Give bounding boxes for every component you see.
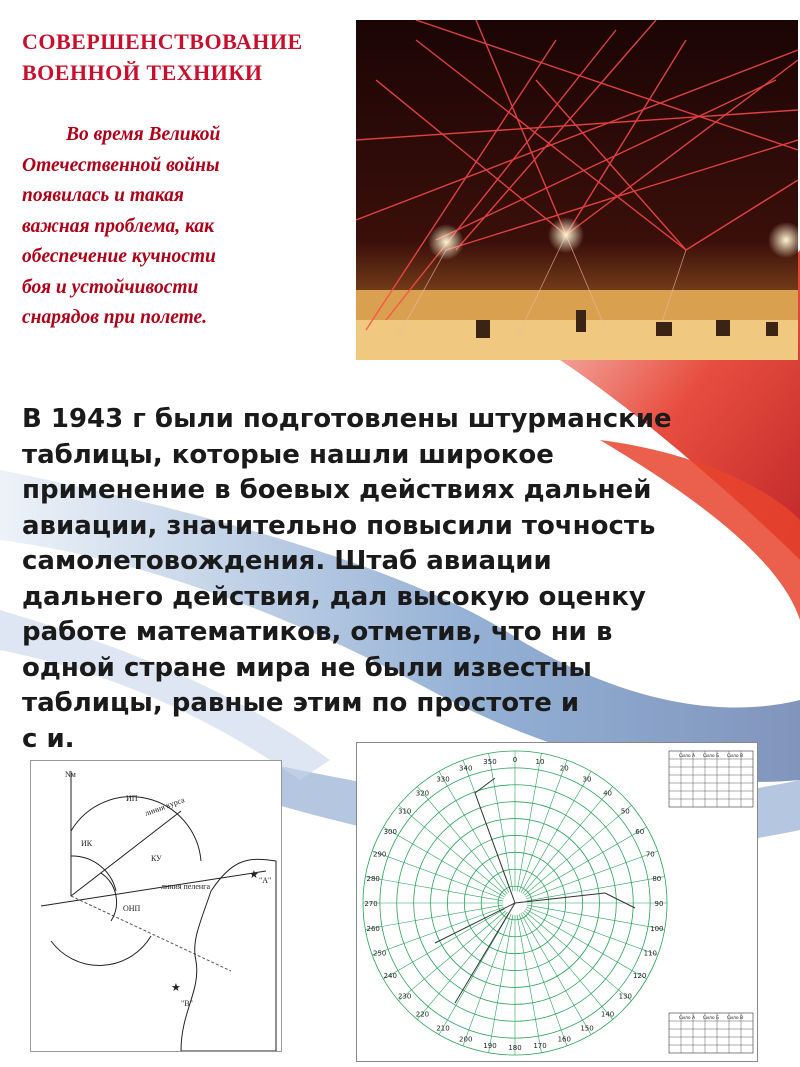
intro-line: важная проблема, как <box>22 215 215 237</box>
star-icon: ★ <box>171 982 181 994</box>
navigation-plotting-chart <box>356 742 758 1062</box>
table-header: Сило Б <box>702 754 720 759</box>
bearing-label: 230 <box>398 992 412 1001</box>
bearing-label: 70 <box>645 850 655 859</box>
polar-spoke <box>527 874 665 901</box>
paragraph-line: дальнего действия, дал высокую оценку <box>22 581 646 612</box>
intro-line: появилась и такая <box>22 185 184 206</box>
polar-spoke <box>527 905 665 929</box>
table-header: Сило А <box>678 1016 696 1021</box>
paragraph-line: самолетовождения. Штаб авиации <box>22 546 552 576</box>
bearing-label: 340 <box>459 764 473 773</box>
paragraph-line: работе математиков, отметив, что ни в <box>22 617 613 647</box>
bearing-label: 0 <box>512 756 518 764</box>
bearing-label: 80 <box>652 874 662 883</box>
polar-spoke <box>489 915 513 1053</box>
bearing-label: 240 <box>383 972 397 980</box>
bearing-label: 290 <box>372 850 387 859</box>
bearing-label: 190 <box>483 1041 497 1050</box>
bearing-label: 200 <box>459 1035 473 1044</box>
paragraph-line: одной стране мира не были известны <box>22 652 592 683</box>
bearing-label: 160 <box>557 1035 571 1044</box>
calc-table <box>669 751 753 807</box>
paragraph-line: таблицы, которые нашли широкое <box>22 439 554 470</box>
polar-spoke <box>365 905 503 929</box>
title-line-2: ВОЕННОЙ ТЕХНИКИ <box>22 60 263 85</box>
bearing-label: 310 <box>398 807 412 816</box>
bearing-label: 100 <box>650 925 664 934</box>
bearing-label: 330 <box>436 775 450 784</box>
navigation-sketch <box>30 760 282 1052</box>
sketch-north-label: Nм <box>65 770 76 779</box>
bearing-label: 150 <box>580 1024 594 1033</box>
star-icon: ★ <box>249 869 259 881</box>
bearing-label: 320 <box>415 789 430 798</box>
paragraph-line: В 1943 г были подготовлены штурманские <box>22 404 672 434</box>
bearing-label: 170 <box>533 1041 547 1050</box>
sketch-bearing-line-label: линия пеленга <box>161 882 211 891</box>
bearing-label: 40 <box>603 789 613 798</box>
bearing-label: 260 <box>366 925 380 934</box>
paragraph-line: применение в боевых действиях дальней <box>22 475 652 505</box>
table-header: Сило А <box>678 754 696 759</box>
intro-line: Во время Великой <box>66 124 221 145</box>
plotted-track <box>605 893 635 908</box>
bearing-label: 220 <box>415 1010 430 1019</box>
polar-spoke <box>399 805 506 895</box>
sketch-onp-label: ОНП <box>123 904 141 913</box>
bearing-label: 110 <box>643 949 658 958</box>
polar-spoke <box>417 912 507 1019</box>
bearing-label: 180 <box>508 1044 522 1052</box>
sketch-ik-label: ИК <box>81 839 93 848</box>
bearing-label: 60 <box>635 828 645 836</box>
bearing-label: 300 <box>383 828 397 836</box>
bearing-label: 210 <box>436 1024 450 1033</box>
sketch-ip-label: ИП <box>126 794 138 803</box>
bearing-label: 30 <box>582 775 592 784</box>
polar-spoke <box>524 911 631 1001</box>
bearing-label: 20 <box>559 764 569 773</box>
intro-paragraph <box>22 120 334 334</box>
bearing-label: 120 <box>633 972 647 980</box>
intro-line: боя и устойчивости <box>22 276 199 298</box>
table-header: Сило В <box>726 1016 744 1021</box>
polar-spoke <box>399 911 506 1001</box>
table-header: Сило В <box>726 754 744 759</box>
bearing-label: 270 <box>364 900 378 908</box>
bearing-label: 130 <box>618 992 632 1001</box>
antiaircraft-fire-photo <box>356 20 798 360</box>
polar-spoke <box>523 787 613 894</box>
polar-spoke <box>517 915 541 1053</box>
main-paragraph <box>22 402 782 757</box>
paragraph-line: таблицы, равные этим по простоте и <box>22 688 580 718</box>
sketch-point-b-label: "В" <box>181 999 193 1008</box>
intro-line: снарядов при полете. <box>22 307 208 328</box>
bearing-label: 50 <box>620 807 630 816</box>
sketch-course-line-label: линия курса <box>143 795 186 818</box>
polar-spoke <box>517 753 541 891</box>
bearing-label: 280 <box>366 874 380 883</box>
bearing-label: 350 <box>483 758 497 767</box>
paragraph-line: авиации, значительно повысили точность <box>22 510 656 541</box>
polar-spoke <box>524 805 631 895</box>
bearing-label: 140 <box>600 1010 615 1019</box>
plotted-track <box>475 778 495 793</box>
bearing-label: 250 <box>372 949 387 958</box>
bearing-label: 90 <box>654 900 664 908</box>
intro-line: обеспечение кучности <box>22 246 216 267</box>
bearing-label: 10 <box>535 758 545 767</box>
title-line-1: СОВЕРШЕНСТВОВАНИЕ <box>22 29 303 54</box>
sketch-ku-label: КУ <box>151 854 162 863</box>
intro-line: Отечественной войны <box>22 154 220 176</box>
slide-title <box>22 26 352 88</box>
polar-spoke <box>523 912 613 1019</box>
sketch-point-a-label: "А" <box>259 876 272 885</box>
table-header: Сило Б <box>702 1016 720 1021</box>
polar-spoke <box>417 787 507 894</box>
polar-spoke <box>365 874 503 901</box>
polar-spoke <box>489 753 513 891</box>
paragraph-line: с и. <box>22 723 75 754</box>
